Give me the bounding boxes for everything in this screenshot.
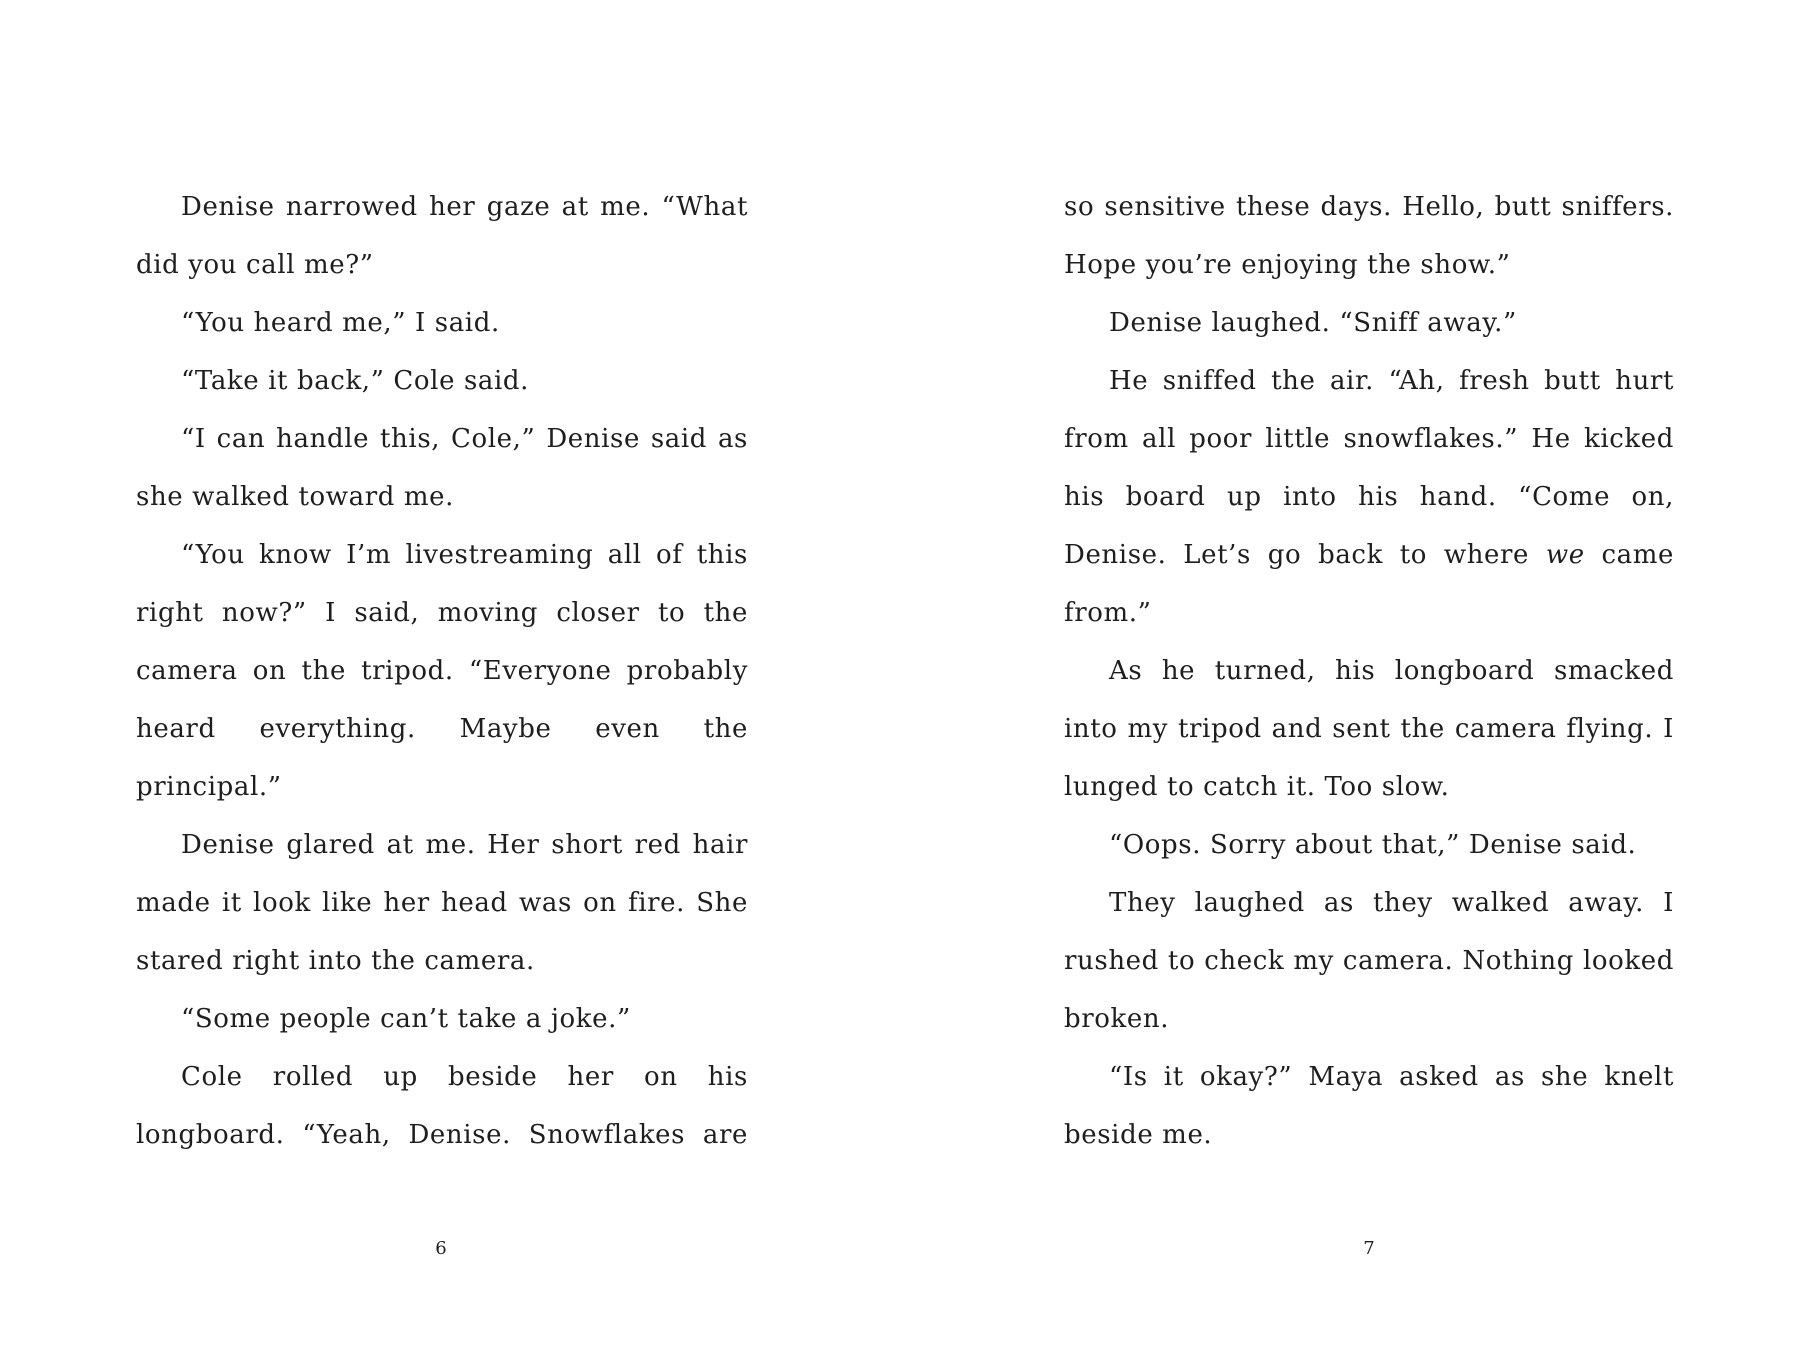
page-number: 7 [1363,1238,1375,1259]
right-page-text [1064,178,1674,1164]
text-run: so sensitive these days. Hello, butt sniffers. Hope you’re enjoying the show.” [1064,192,1674,280]
paragraph [136,816,748,990]
text-run: He sniffed the air. “Ah, fresh butt hurt from all poor little snowflakes.” He kicked his board up into his hand. “Come on, Denise. Let’s go back to where [1064,366,1674,570]
right-page [900,0,1800,1350]
text-run: “Is it okay?” Maya asked as she knelt beside me. [1064,1062,1674,1150]
paragraph [136,178,748,294]
text-run: They laughed as they walked away. I rushed to check my camera. Nothing looked broken. [1064,888,1674,1034]
paragraph [1064,874,1674,1048]
text-run: Denise glared at me. Her short red hair made it look like her head was on fire. She stared right into the camera. [136,830,748,976]
paragraph [136,294,748,352]
paragraph [1064,642,1674,816]
emphasis-text: we [1545,540,1585,570]
text-run: “You know I’m livestreaming all of this right now?” I said, moving closer to the camera on the tripod. “Everyone probably heard everything. Maybe even the principal.” [136,540,748,802]
text-run: “Oops. Sorry about that,” Denise said. [1109,830,1637,860]
paragraph [136,410,748,526]
paragraph [1064,1048,1674,1164]
paragraph [1064,352,1674,642]
paragraph [136,352,748,410]
paragraph [136,990,748,1048]
left-page-text [136,178,748,1164]
paragraph [136,526,748,816]
paragraph [136,1048,748,1164]
text-run: “Some people can’t take a joke.” [181,1004,631,1034]
paragraph [1064,178,1674,294]
page-number: 6 [435,1238,447,1259]
paragraph [1064,816,1674,874]
text-run: Denise laughed. “Sniff away.” [1109,308,1517,338]
paragraph [1064,294,1674,352]
text-run: “I can handle this, Cole,” Denise said as she walked toward me. [136,424,748,512]
text-run: Cole rolled up beside her on his longboard. “Yeah, Denise. Snowflakes are [136,1062,748,1150]
text-run: came from.” [1064,540,1674,628]
text-run: “You heard me,” I said. [181,308,500,338]
text-run: Denise narrowed her gaze at me. “What did you call me?” [136,192,748,280]
text-run: “Take it back,” Cole said. [181,366,530,396]
text-run: As he turned, his longboard smacked into my tripod and sent the camera flying. I lunged to catch it. Too slow. [1064,656,1674,802]
